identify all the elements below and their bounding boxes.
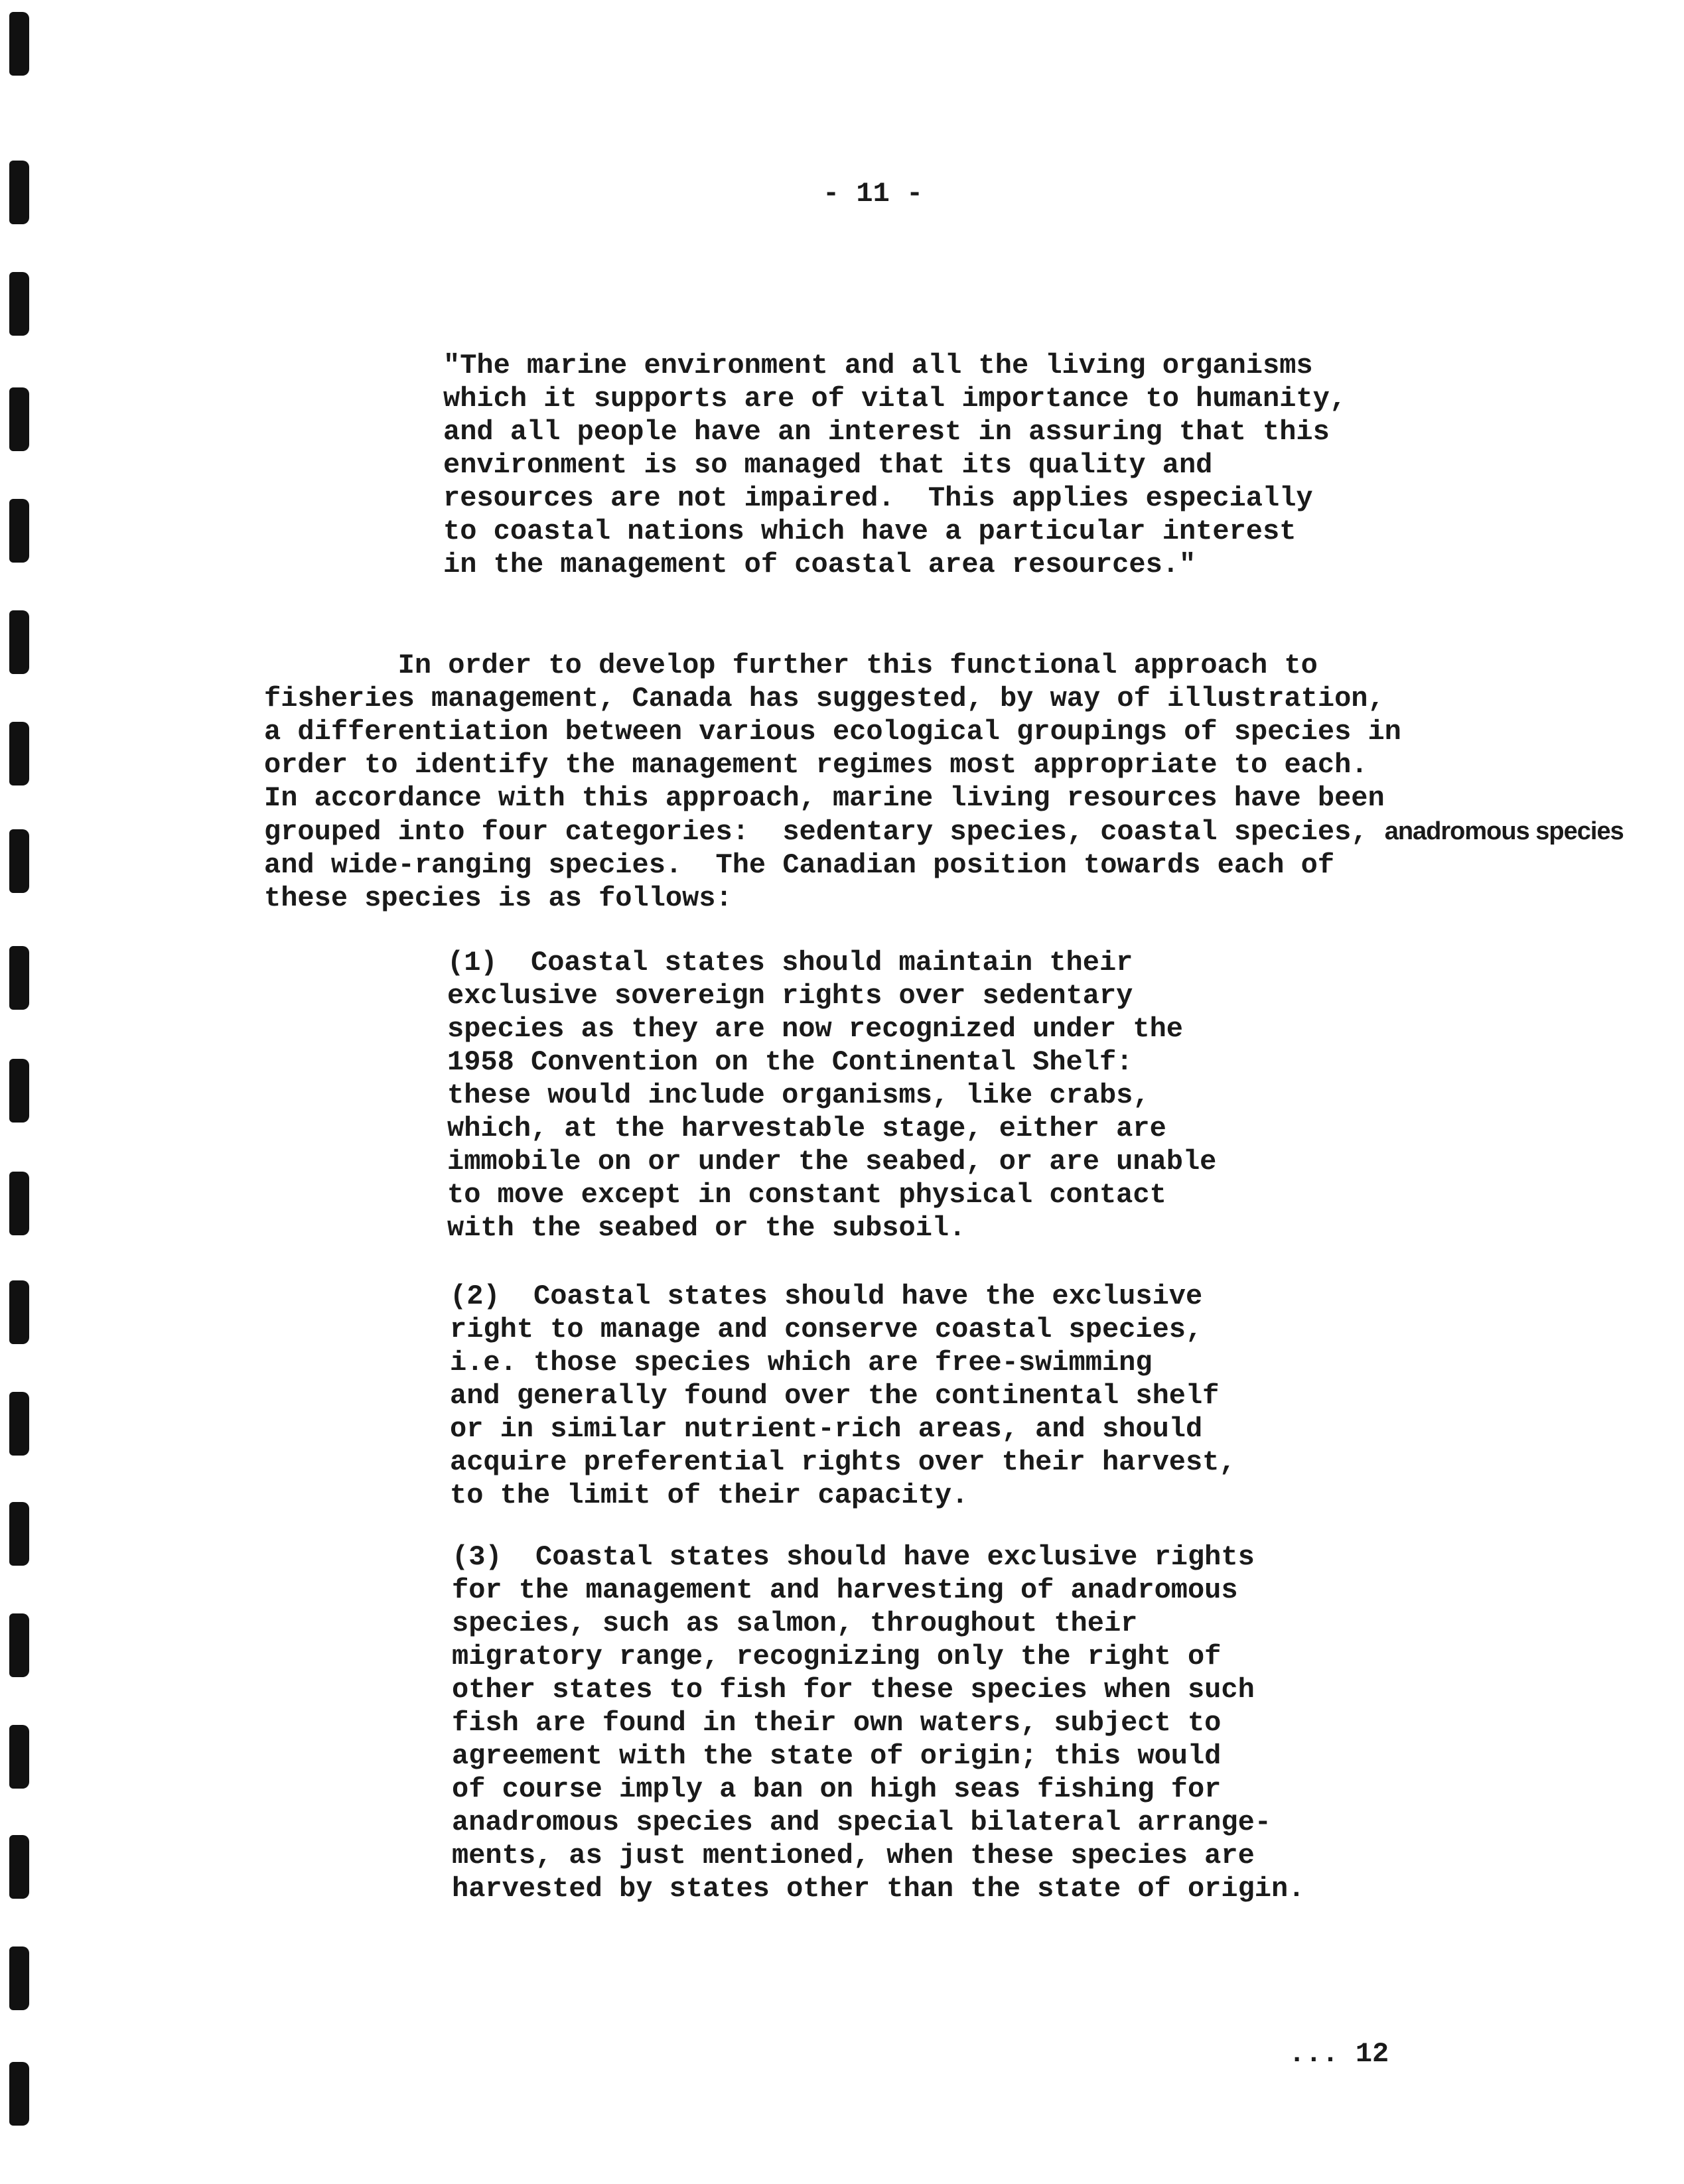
binder-hole — [9, 610, 29, 674]
item-line: for the management and harvesting of anadromous — [452, 1574, 1238, 1606]
item-line: species, such as salmon, throughout their — [452, 1607, 1138, 1639]
quote-line: in the management of coastal area resources." — [443, 549, 1196, 580]
item-line: agreement with the state of origin; this would — [452, 1740, 1222, 1772]
paragraph-line: and wide-ranging species. The Canadian position towards each of — [264, 849, 1335, 881]
page-number: - 11 - — [823, 178, 924, 210]
binder-hole — [9, 1835, 29, 1899]
item-line: 1958 Convention on the Continental Shelf: — [447, 1046, 1133, 1078]
paragraph-line — [264, 815, 1624, 849]
list-item — [450, 1280, 1236, 1512]
binder-hole — [9, 161, 29, 224]
binder-hole — [9, 829, 29, 893]
quote-line: "The marine environment and all the living organisms — [443, 350, 1313, 381]
binder-hole — [9, 946, 29, 1010]
list-item — [447, 946, 1216, 1245]
inserted-text: anadromous species — [1384, 817, 1624, 845]
binder-hole — [9, 1059, 29, 1123]
item-line: right to manage and conserve coastal species, — [450, 1314, 1203, 1345]
paragraph-line: a differentiation between various ecological groupings of species in — [264, 716, 1401, 748]
item-line: acquire preferential rights over their harvest, — [450, 1446, 1236, 1478]
quote-line: which it supports are of vital importance to humanity, — [443, 383, 1347, 415]
binder-hole — [9, 1946, 29, 2010]
item-line: which, at the harvestable stage, either are — [447, 1113, 1166, 1144]
continuation-marker: ... 12 — [1289, 2038, 1389, 2070]
binder-hole — [9, 1392, 29, 1456]
item-line: or in similar nutrient-rich areas, and should — [450, 1413, 1203, 1445]
list-item — [452, 1540, 1304, 1905]
item-line: other states to fish for these species when such — [452, 1674, 1255, 1706]
item-line: immobile on or under the seabed, or are unable — [447, 1146, 1217, 1178]
item-line: these would include organisms, like crabs, — [447, 1079, 1150, 1111]
paragraph-line: fisheries management, Canada has suggested, by way of illustration, — [264, 683, 1385, 715]
body-paragraph — [264, 649, 1624, 915]
binder-hole — [9, 1502, 29, 1566]
quote-line: environment is so managed that its quality and — [443, 449, 1213, 481]
paragraph-line: In order to develop further this functional approach to — [264, 649, 1318, 681]
quote-line: and all people have an interest in assuring that this — [443, 416, 1330, 448]
item-line: to the limit of their capacity. — [450, 1479, 969, 1511]
item-line: migratory range, recognizing only the right of — [452, 1641, 1222, 1672]
binder-hole — [9, 499, 29, 563]
binder-hole — [9, 272, 29, 336]
item-line: harvested by states other than the state of origin. — [452, 1873, 1305, 1905]
quote-line: resources are not impaired. This applies especially — [443, 482, 1313, 514]
item-line: (3) Coastal states should have exclusive rights — [452, 1541, 1255, 1573]
paragraph-line: these species is as follows: — [264, 882, 733, 914]
binder-hole — [9, 722, 29, 785]
item-line: ments, as just mentioned, when these species are — [452, 1840, 1255, 1872]
binder-hole — [9, 387, 29, 451]
binder-hole — [9, 2062, 29, 2126]
binder-hole — [9, 12, 29, 76]
item-line: fish are found in their own waters, subject to — [452, 1707, 1222, 1739]
item-line: species as they are now recognized under the — [447, 1013, 1183, 1045]
binder-hole — [9, 1280, 29, 1344]
item-line: and generally found over the continental shelf — [450, 1380, 1220, 1412]
binder-hole — [9, 1725, 29, 1789]
item-line: exclusive sovereign rights over sedentary — [447, 980, 1133, 1012]
item-line: with the seabed or the subsoil. — [447, 1212, 966, 1244]
quote-block — [443, 349, 1346, 581]
item-line: of course imply a ban on high seas fishing for — [452, 1773, 1222, 1805]
quote-line: to coastal nations which have a particular interest — [443, 515, 1297, 547]
binder-hole — [9, 1172, 29, 1235]
item-line: anadromous species and special bilateral arrange- — [452, 1807, 1272, 1838]
binder-hole — [9, 1613, 29, 1677]
paragraph-line-text: grouped into four categories: sedentary species, coastal species, — [264, 816, 1385, 848]
paragraph-line: In accordance with this approach, marine living resources have been — [264, 782, 1385, 814]
paragraph-line: order to identify the management regimes most appropriate to each. — [264, 749, 1368, 781]
item-line: to move except in constant physical contact — [447, 1179, 1166, 1211]
item-line: i.e. those species which are free-swimming — [450, 1347, 1153, 1379]
item-line: (1) Coastal states should maintain their — [447, 947, 1133, 979]
item-line: (2) Coastal states should have the exclusive — [450, 1280, 1203, 1312]
